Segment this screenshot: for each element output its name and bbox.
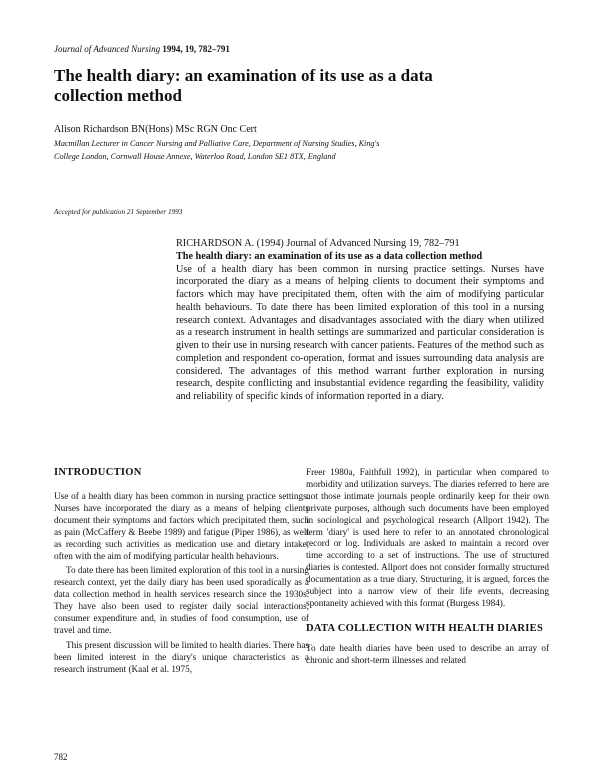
volume-pages: 1994, 19, 782–791 [162, 44, 230, 54]
right-column [306, 467, 549, 667]
intro-paragraph-2: To date there has been limited exploration of this tool in a nursing research context, yet the daily diary has been used sporadically as a data collection method in health services research since the 1930s. They have also been used to register daily social interactions, consumer expenditure and, in studies of food consumption, use of travel and time. [54, 565, 309, 635]
data-collection-heading: DATA COLLECTION WITH HEALTH DIARIES [306, 622, 544, 634]
intro-paragraph-1: Use of a health diary has been common in nursing practice settings. Nurses have incorporated the diary as a means of helping clients document their symptoms and factors which precipitated them, such as pain (McCaffery & Beebe 1989) and fatigue (Piper 1986), as well as recording such activities as medication use and dietary intake, often with the aim of modifying particular health behaviours. [54, 491, 309, 561]
left-column [54, 466, 309, 676]
col2-paragraph-1: Freer 1980a, Faithfull 1992), in particular when compared to morbidity and utilization surveys. The diaries referred to here are not those intimate journals people ordinarily keep for their own private purposes, although such documents have been employed in sociological and psychological research (Allport 1942). The term 'diary' is used here to refer to an annotated chronological record or log. Individuals are asked to maintain a record over time according to a set of instructions. The use of structured diaries is contested. Allport does not consider formally structured documentation as a true diary. Structuring, it is argued, forces the subject into a narrow view of their life events, decreasing spontaneity achieved with this format (Burgess 1984). [306, 467, 549, 608]
article-title: The health diary: an examination of its use as a data collection method [54, 66, 433, 105]
accepted-date: Accepted for publication 21 September 1993 [54, 208, 183, 216]
intro-paragraph-3: This present discussion will be limited to health diaries. There has been limited interest in the diary's unique characteristics as a research instrument (Kaal et al. 1975, [54, 639, 309, 674]
author-line: Alison Richardson BN(Hons) MSc RGN Onc Cert [54, 124, 257, 135]
abstract-citation: RICHARDSON A. (1994) Journal of Advanced Nursing 19, 782–791 [176, 238, 460, 249]
author-affiliation: Macmillan Lecturer in Cancer Nursing and Palliative Care, Department of Nursing Studies, King's College London, Cornwall House Annexe, Waterloo Road, London SE1 8TX, England [54, 139, 380, 161]
journal-name: Journal of Advanced Nursing [54, 44, 161, 54]
journal-citation [54, 44, 230, 54]
abstract-body: Use of a health diary has been common in nursing practice settings. Nurses have incorporated the diary as a means of helping clients to document their symptoms and factors which may have precipitated them, often with the aim of modifying particular health behaviours. To date there has been limited exploration of this tool in a nursing research context. Advantages and disadvantages associated with the diary when utilized as a research instrument in health settings are summarized and particular consideration is given to their use in nursing research with cancer patients. Features of the method such as completion and respondent co-operation, format and issues surrounding data analysis are considered. The advantages of this method warrant further exploration in nursing research, despite conflicting and insubstantial evidence regarding the feasibility, validity and reliability of specific kinds of information reported in a diary. [176, 263, 544, 402]
abstract-title: The health diary: an examination of its use as a data collection method [176, 250, 483, 262]
introduction-heading: INTRODUCTION [54, 467, 142, 478]
abstract-block [176, 238, 544, 404]
col2-paragraph-2: To date health diaries have been used to describe an array of chronic and short-term illnesses and related [306, 642, 549, 665]
page-number: 782 [54, 752, 68, 762]
